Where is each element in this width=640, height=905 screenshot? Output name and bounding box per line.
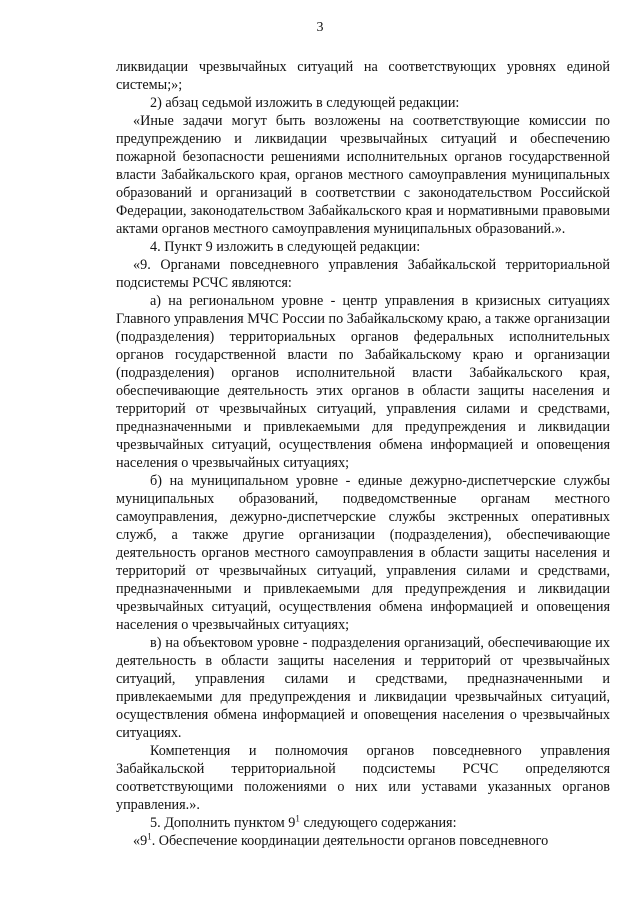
paragraph: 2) абзац седьмой изложить в следующей редакции: <box>150 95 460 111</box>
paragraph-text: . Обеспечение координации деятельности органов повседневного <box>151 833 549 849</box>
superscript: 1 <box>147 831 152 842</box>
page-number: 3 <box>316 20 324 35</box>
superscript: 1 <box>295 813 300 824</box>
paragraph-text: «9 <box>133 833 148 849</box>
paragraph: в) на объектовом уровне - подразделения организаций, обеспечивающие их деятельность в области защиты населения и территорий от чрезвычайных ситуаций, управления силами и средствами, предназначенными и привлекаемыми для предупреждения и ликвидации чрезвычайных ситуаций, осуществления обмена информацией и оповещения населения о чрезвычайных ситуациях. <box>116 635 610 741</box>
paragraph-text: 5. Дополнить пунктом 9 <box>150 815 296 831</box>
paragraph: б) на муниципальном уровне - единые дежурно-диспетчерские службы муниципальных образований, подведомственные органам местного самоуправления, дежурно-диспетчерские службы экстренных оперативных служб, а также другие организации (подразделения), обеспечивающие деятельность органов местного самоуправления в области защиты населения и территорий от чрезвычайных ситуаций, управления силами и средствами, предназначенными и привлекаемыми для предупреждения и ликвидации чрезвычайных ситуаций, осуществления обмена информацией и оповещения населения о чрезвычайных ситуациях; <box>116 473 610 633</box>
paragraph: 4. Пункт 9 изложить в следующей редакции: <box>150 239 421 255</box>
paragraph: а) на региональном уровне - центр управления в кризисных ситуациях Главного управления МЧС России по Забайкальскому краю, а также организации (подразделения) территориальных органов федеральных исполнительных органов государственной власти по Забайкальскому краю и организации (подразделения) органов исполнительной власти Забайкальского края, обеспечивающие деятельность этих органов в области защиты населения и территорий от чрезвычайных ситуаций, управления силами и средствами, предназначенными и привлекаемыми для предупреждения и ликвидации чрезвычайных ситуаций, осуществления обмена информацией и оповещения населения о чрезвычайных ситуациях; <box>116 293 610 471</box>
paragraph-with-superscript <box>116 832 610 850</box>
paragraph-text: следующего содержания: <box>299 815 457 831</box>
document-body <box>116 58 610 850</box>
paragraph-with-superscript <box>116 814 610 832</box>
paragraph: ликвидации чрезвычайных ситуаций на соответствующих уровнях единой системы;»; <box>116 59 610 93</box>
paragraph: «9. Органами повседневного управления Забайкальской территориальной подсистемы РСЧС являются: <box>116 257 610 291</box>
paragraph: Компетенция и полномочия органов повседневного управления Забайкальской территориальной подсистемы РСЧС определяются соответствующими положениями о них или уставами указанных органов управления.». <box>116 743 610 813</box>
paragraph: «Иные задачи могут быть возложены на соответствующие комиссии по предупреждению и ликвидации чрезвычайных ситуаций и обеспечению пожарной безопасности решениями исполнительных органов государственной власти Забайкальского края, органов местного самоуправления муниципальных образований и организаций в соответствии с законодательством Российской Федерации, законодательством Забайкальского края и нормативными правовыми актами органов местного самоуправления муниципальных образований.». <box>116 113 610 237</box>
